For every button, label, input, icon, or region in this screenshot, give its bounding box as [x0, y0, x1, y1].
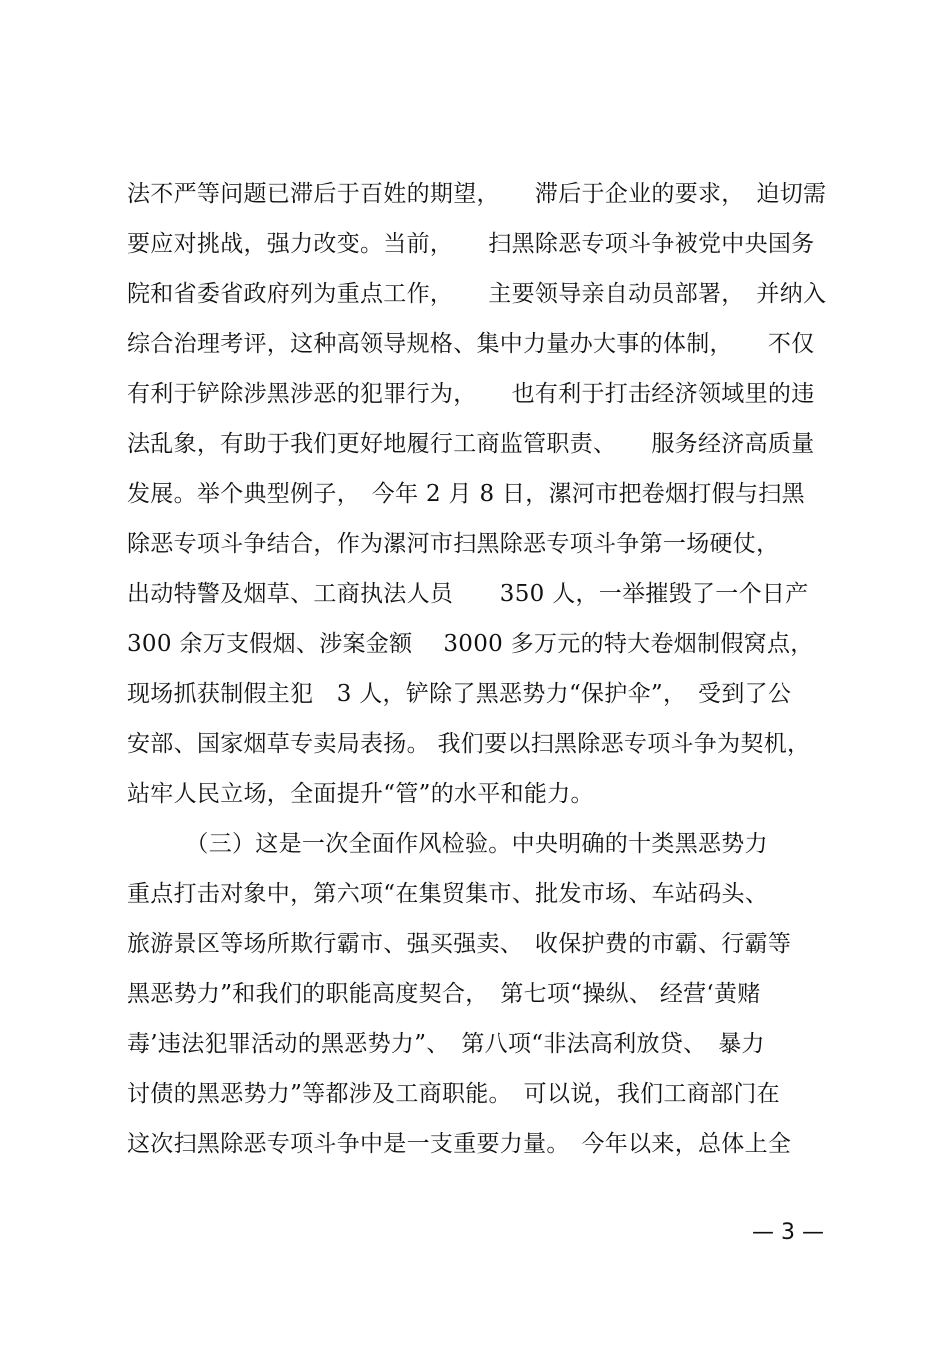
text-line: 有利于铲除涉黑涉恶的犯罪行为， 也有利于打击经济领域里的违	[127, 381, 815, 407]
text-line: 现场抓获制假主犯 3 人，铲除了黑恶势力“保护伞”， 受到了公	[127, 681, 792, 707]
text-line: 法乱象，有助于我们更好地履行工商监管职责、 服务经济高质量	[127, 431, 815, 457]
text-line: 300 余万支假烟、涉案金额 3000 多万元的特大卷烟制假窝点，	[127, 631, 814, 657]
text-line: 安部、国家烟草专卖局表扬。 我们要以扫黑除恶专项斗争为契机，	[127, 731, 811, 757]
text-line: 出动特警及烟草、工商执法人员 350 人，一举摧毁了一个日产	[127, 581, 809, 607]
text-line: 发展。举个典型例子， 今年 2 月 8 日，漯河市把卷烟打假与扫黑	[127, 481, 805, 507]
text-line: 毒’违法犯罪活动的黑恶势力”、 第八项“非法高利放贷、 暴力	[127, 1031, 765, 1057]
text-line: 站牢人民立场，全面提升“管”的水平和能力。	[127, 781, 594, 807]
paragraph-heading-line: （三）这是一次全面作风检验。中央明确的十类黑恶势力	[127, 831, 768, 857]
text-line: 重点打击对象中，第六项“在集贸集市、批发市场、车站码头、	[127, 881, 769, 907]
text-line: 要应对挑战，强力改变。当前， 扫黑除恶专项斗争被党中央国务	[127, 231, 815, 257]
text-line: 除恶专项斗争结合，作为漯河市扫黑除恶专项斗争第一场硬仗，	[127, 531, 780, 557]
text-line: 院和省委省政府列为重点工作， 主要领导亲自动员部署， 并纳入	[127, 281, 827, 307]
text-line: 讨债的黑恶势力”等都涉及工商职能。 可以说，我们工商部门在	[127, 1081, 780, 1107]
text-line: 黑恶势力”和我们的职能高度契合， 第七项“操纵、 经营‘黄赌	[127, 981, 761, 1007]
text-line: 这次扫黑除恶专项斗争中是一支重要力量。 今年以来，总体上全	[127, 1131, 792, 1157]
page-number: — 3 —	[752, 1220, 824, 1245]
text-line: 法不严等问题已滞后于百姓的期望， 滞后于企业的要求， 迫切需	[127, 181, 827, 207]
text-line: 旅游景区等场所欺行霸市、强买强卖、 收保护费的市霸、行霸等	[127, 931, 792, 957]
text-line: 综合治理考评，这种高领导规格、集中力量办大事的体制， 不仅	[127, 331, 815, 357]
